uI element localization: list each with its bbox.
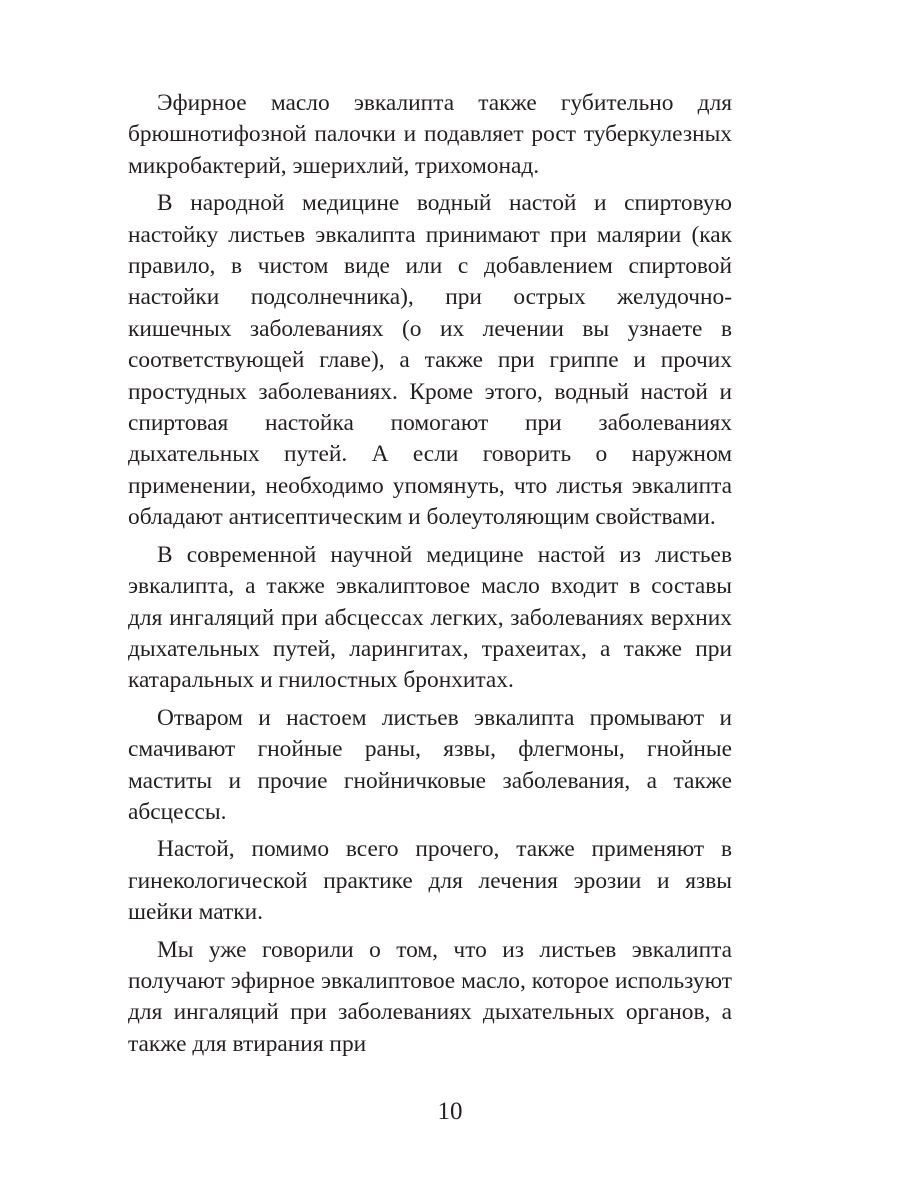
paragraph-wound-treatment: Отваром и настоем листьев эвкалипта промывают и смачивают гнойные раны, язвы, флегмоны, гнойные маститы и прочие гнойничковые заболевания, а также абсцессы. bbox=[128, 704, 732, 825]
paragraph-essential-oil-effects: Эфирное масло эвкалипта также губительно для брюшнотифозной палочки и подавляет рост туберкулезных микробактерий, эшерихлий, трихомонад. bbox=[128, 90, 732, 179]
paragraph-folk-medicine: В народной медицине водный настой и спиртовую настойку листьев эвкалипта принимают при малярии (как правило, в чистом виде или с добавлением спиртовой настойки подсолнечника), при острых желудочно-кишечных заболеваниях (о их лечении вы узнаете в соответствующей главе), а также при гриппе и прочих простудных заболеваниях. Кроме этого, водный настой и спиртовая настойка помогают при заболеваниях дыхательных путей. А если говорить о наружном применении, необходимо упомянуть, что листья эвкалипта обладают антисептическим и болеутоляющим свойствами. bbox=[128, 190, 732, 531]
body-text bbox=[128, 88, 732, 1066]
paragraph-essential-oil-use: Мы уже говорили о том, что из листьев эвкалипта получают эфирное эвкалиптовое масло, которое используют для ингаляций при заболеваниях дыхательных органов, а также для втирания при bbox=[128, 936, 732, 1057]
paragraph-gynecology: Настой, помимо всего прочего, также применяют в гинекологической практике для лечения эрозии и язвы шейки матки. bbox=[128, 836, 732, 926]
page-number: 10 bbox=[437, 1098, 463, 1125]
paragraph-scientific-medicine: В современной научной медицине настой из листьев эвкалипта, а также эвкалиптовое масло входит в составы для ингаляций при абсцессах легких, заболеваниях верхних дыхательных путей, ларингитах, трахеитах, а также при катаральных и гнилостных бронхитах. bbox=[128, 541, 732, 694]
